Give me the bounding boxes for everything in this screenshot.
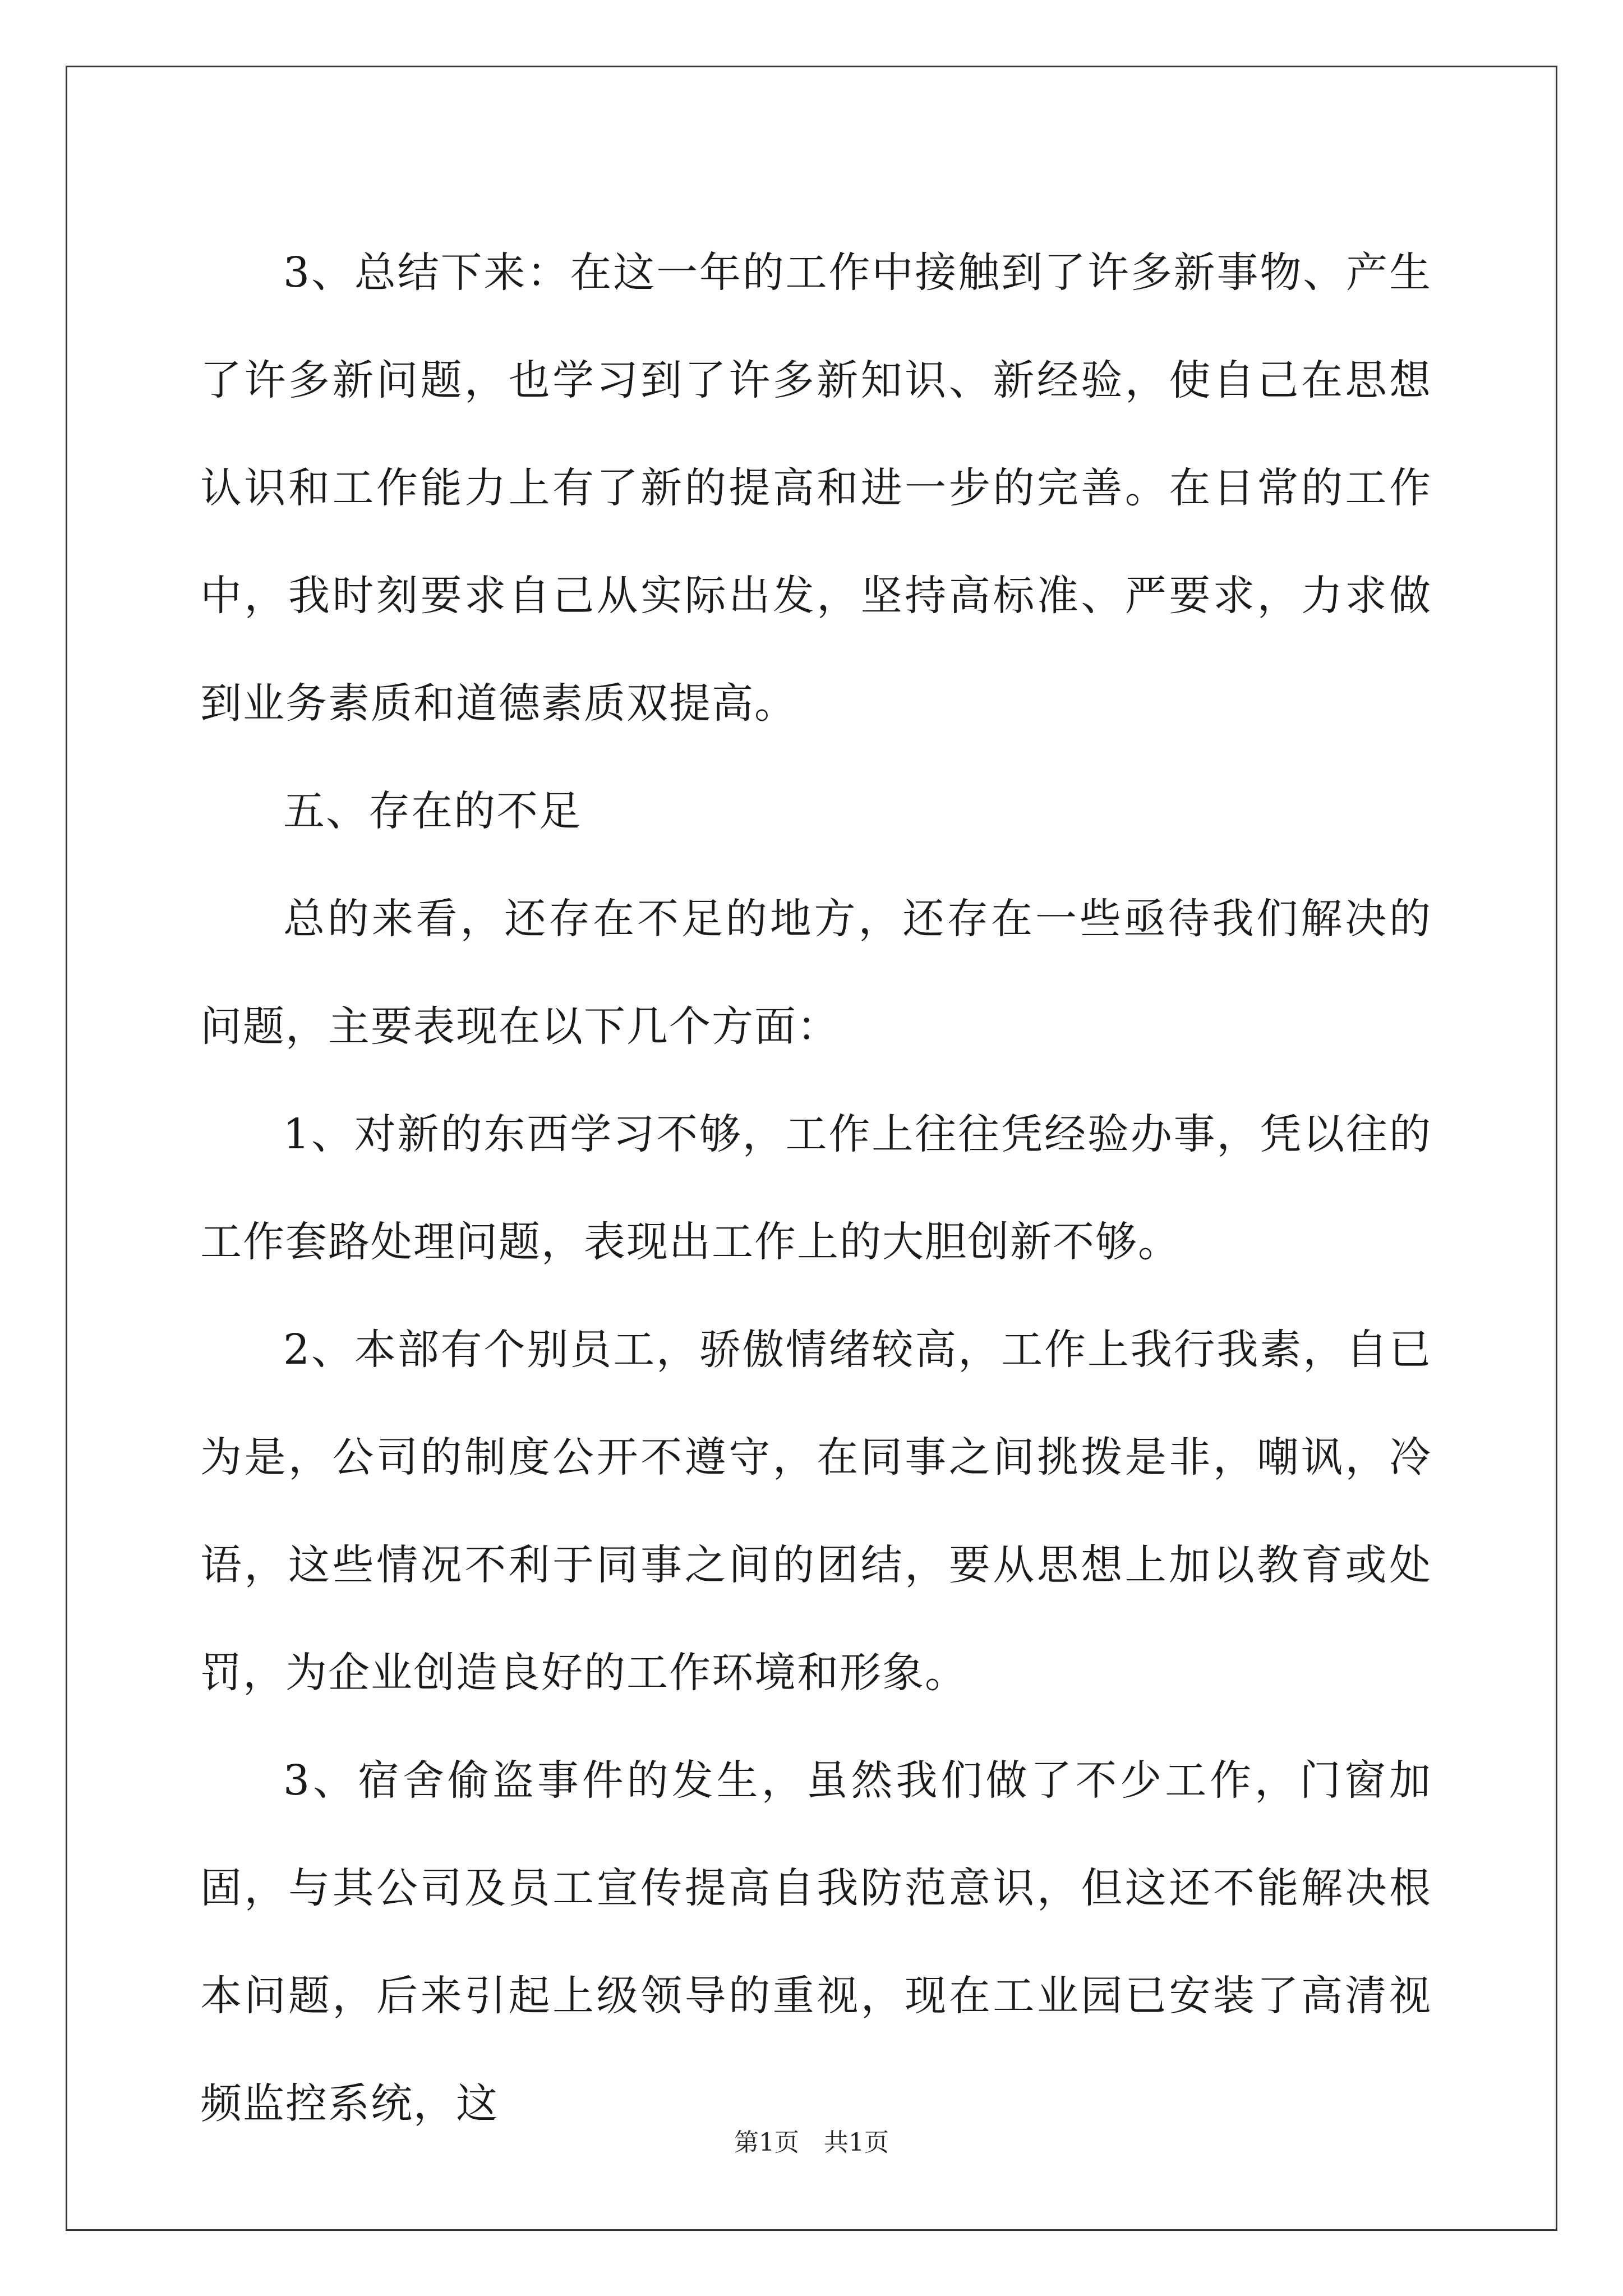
paragraph-point-3: 3、宿舍偷盗事件的发生，虽然我们做了不少工作，门窗加固，与其公司及员工宣传提高自我防范意识，但这还不能解决根本问题，后来引起上级领导的重视，现在工业园已安装了高清视频监控系统，这 xyxy=(200,1756,1432,2128)
paragraph-overview: 总的来看，还存在不足的地方，还存在一些亟待我们解决的问题，主要表现在以下几个方面： xyxy=(200,895,1432,1051)
section-heading-shortcomings: 五、存在的不足 xyxy=(283,787,582,835)
page-number-footer: 第1页 共1页 xyxy=(734,2128,889,2157)
paragraph-summary: 3、总结下来：在这一年的工作中接触到了许多新事物、产生了许多新问题，也学习到了许多新知识、新经验，使自己在思想认识和工作能力上有了新的提高和进一步的完善。在日常的工作中，我时刻要求自己从实际出发，坚持高标准、严要求，力求做到业务素质和道德素质双提高。 xyxy=(200,249,1432,728)
paragraph-point-2: 2、本部有个别员工，骄傲情绪较高，工作上我行我素，自已为是，公司的制度公开不遵守，在同事之间挑拨是非，嘲讽，冷语，这些情况不利于同事之间的团结，要从思想上加以教育或处罚，为企业创造良好的工作环境和形象。 xyxy=(200,1326,1432,1697)
paragraph-point-1: 1、对新的东西学习不够，工作上往往凭经验办事，凭以往的工作套路处理问题，表现出工作上的大胆创新不够。 xyxy=(200,1110,1432,1266)
document-body xyxy=(200,219,1432,2157)
